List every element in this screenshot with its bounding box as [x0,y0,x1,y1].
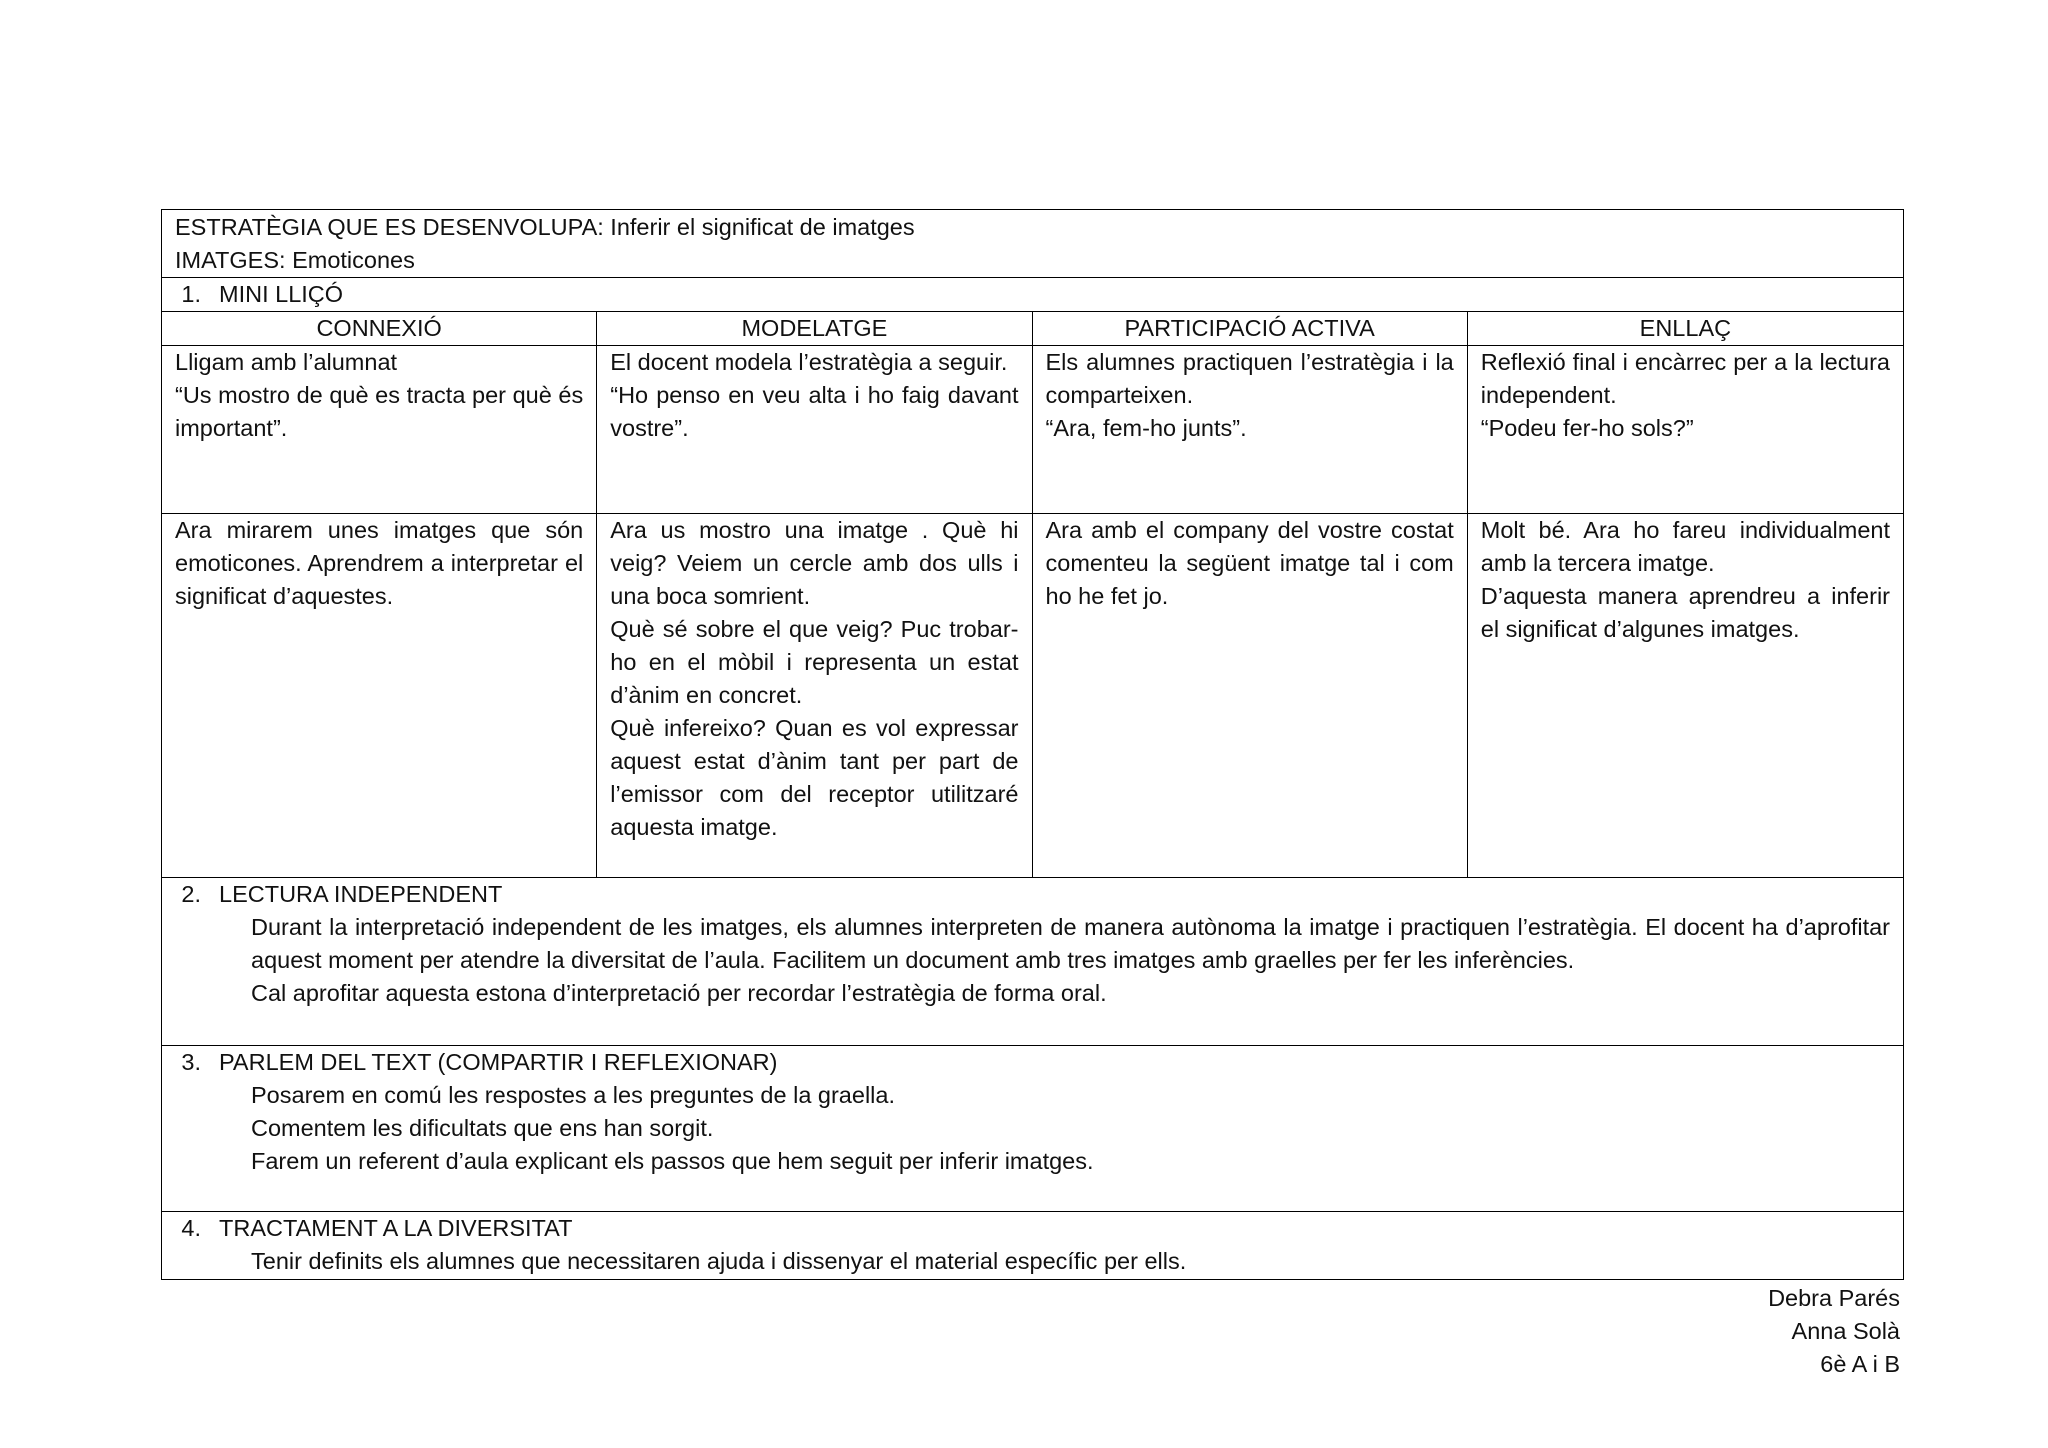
author-name: Anna Solà [1791,1318,1900,1344]
mini-lesson-title-row [162,278,1903,312]
cell-participacio-activity [1033,514,1468,877]
cell-text: Ara mirarem unes imatges que són emoticones. Aprendrem a interpretar el significat d’aquestes. [175,517,584,609]
section-paragraph: Cal aprofitar aquesta estona d’interpretació per recordar l’estratègia de forma oral. [251,980,1107,1006]
cell-text: Els alumnes practiquen l’estratègia i la comparteixen. [1045,349,1454,408]
section-tractament-diversitat [162,1212,1903,1279]
section-body [162,1079,1903,1178]
section-title: PARLEM DEL TEXT (COMPARTIR I REFLEXIONAR) [219,1049,778,1075]
author-name: Debra Parés [1768,1285,1900,1311]
cell-text: El docent modela l’estratègia a seguir. [610,349,1008,375]
cell-modelatge-activity [597,514,1032,877]
cell-text: D’aquesta manera aprendreu a inferir el significat d’algunes imatges. [1480,583,1890,642]
column-header-connexio: CONNEXIÓ [162,312,597,345]
section-paragraph: Posarem en comú les respostes a les preguntes de la graella. [251,1082,895,1108]
section-paragraph: Tenir definits els alumnes que necessitaren ajuda i dissenyar el material específic per ells. [251,1248,1187,1274]
cell-enllac-definition [1468,346,1903,513]
section-paragraph: Durant la interpretació independent de les imatges, els alumnes interpreten de manera autònoma la imatge i practiquen l’estratègia. El docent ha d’aprofitar aquest moment per atendre la diversitat de l’aula. Facilitem un document amb tres imatges amb graelles per fer les inferències. [251,914,1890,973]
cell-text: “Podeu fer-ho sols?” [1480,415,1694,441]
section-number: 1. [181,281,201,307]
section-paragraph: Farem un referent d’aula explicant els passos que hem seguit per inferir imatges. [251,1148,1094,1174]
cell-text: Què infereixo? Quan es vol expressar aquest estat d’ànim tant per part de l’emissor com del receptor utilitzaré aquesta imatge. [610,715,1019,840]
lesson-plan-table [161,209,1904,1280]
section-parlem-del-text [162,1046,1903,1212]
definition-row [162,346,1903,514]
column-headers [162,312,1903,346]
section-number: 3. [181,1049,201,1075]
column-header-modelatge: MODELATGE [597,312,1032,345]
strategy-line: ESTRATÈGIA QUE ES DESENVOLUPA: Inferir el significat de imatges [175,214,915,240]
column-header-enllac: ENLLAÇ [1639,315,1732,341]
cell-text: “Ho penso en veu alta i ho faig davant vostre”. [610,382,1019,441]
class-group: 6è A i B [1820,1351,1900,1377]
cell-text: Lligam amb l’alumnat [175,349,398,375]
activity-row [162,514,1903,878]
section-lectura-independent [162,878,1903,1046]
cell-text: Ara us mostro una imatge . Què hi veig? Veiem un cercle amb dos ulls i una boca somrient. [610,517,1019,609]
section-body [162,1245,1903,1278]
cell-text: “Ara, fem-ho junts”. [1045,415,1247,441]
section-body [162,911,1903,1010]
cell-connexio-activity [162,514,597,877]
section-title: LECTURA INDEPENDENT [219,881,503,907]
cell-text: Què sé sobre el que veig? Puc trobar-ho en el mòbil i representa un estat d’ànim en concret. [610,616,1019,708]
section-number: 4. [181,1215,201,1241]
section-title: MINI LLIÇÓ [219,281,344,307]
cell-enllac-activity [1468,514,1903,877]
strategy-header [162,210,1903,278]
cell-participacio-definition [1033,346,1468,513]
cell-text: Molt bé. Ara ho fareu individualment amb la tercera imatge. [1480,517,1890,576]
images-line: IMATGES: Emoticones [175,247,415,273]
cell-text: “Us mostro de què es tracta per què és important”. [175,382,584,441]
cell-text: Ara amb el company del vostre costat comenteu la següent imatge tal i com ho he fet jo. [1045,517,1454,609]
cell-text: Reflexió final i encàrrec per a la lectura independent. [1480,349,1890,408]
section-title: TRACTAMENT A LA DIVERSITAT [219,1215,573,1241]
section-number: 2. [181,881,201,907]
column-header-participacio: PARTICIPACIÓ ACTIVA [1033,312,1468,345]
cell-modelatge-definition [597,346,1032,513]
cell-connexio-definition [162,346,597,513]
author-signature [1768,1282,1900,1381]
section-paragraph: Comentem les dificultats que ens han sorgit. [251,1115,714,1141]
